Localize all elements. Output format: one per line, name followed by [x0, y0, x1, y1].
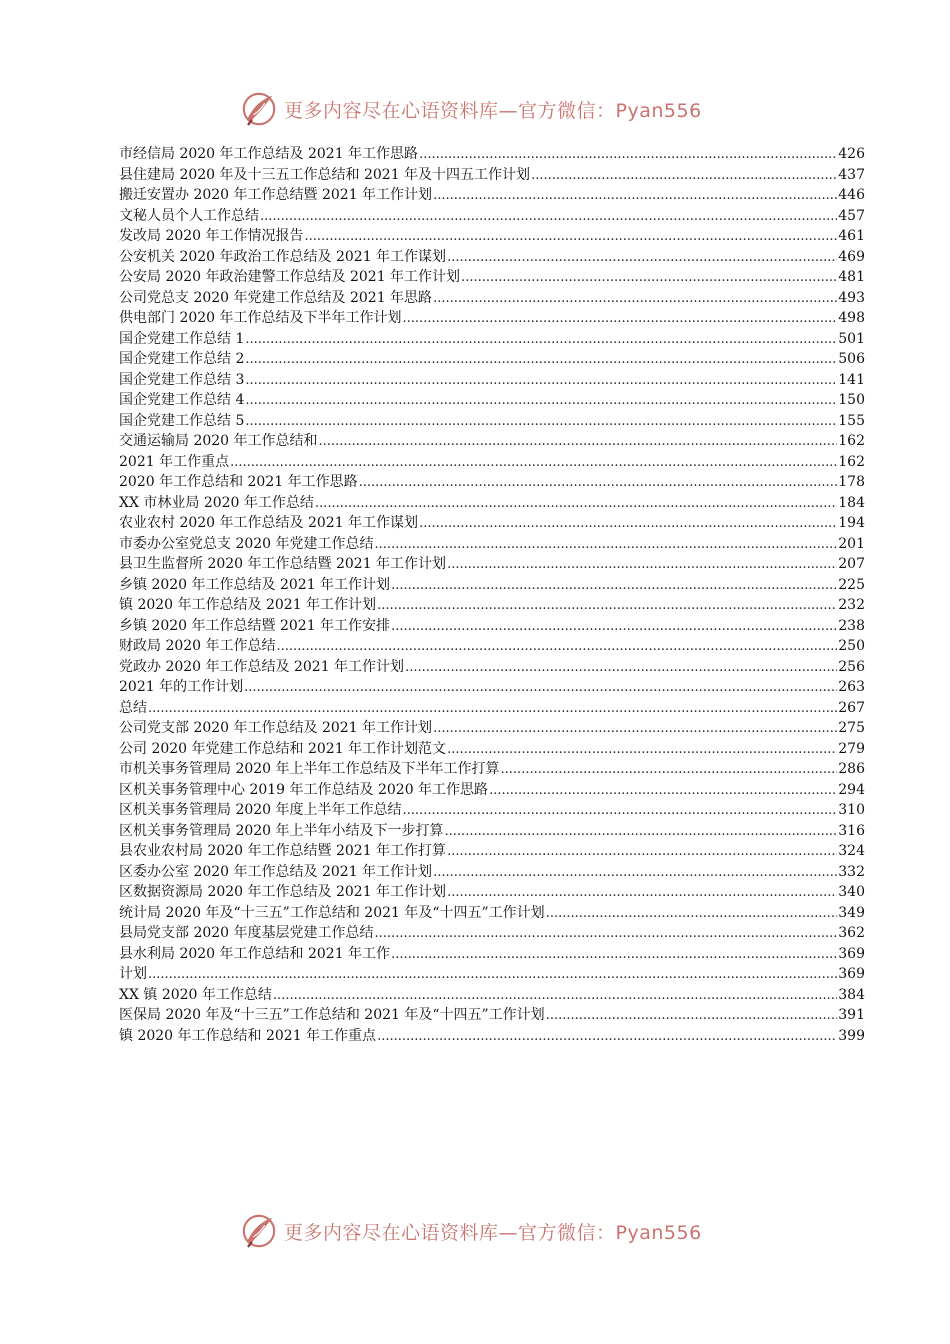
- banner-text: 更多内容尽在心语资料库—官方微信：Pyan556: [284, 1221, 702, 1244]
- toc-entry-title: 公司 2020 年党建工作总结和 2021 年工作计划范文: [119, 740, 447, 757]
- dot-leader: [375, 924, 838, 945]
- toc-entry-title: 市机关事务管理局 2020 年上半年工作总结及下半年工作打算: [119, 761, 500, 777]
- footer-banner: [240, 1211, 740, 1251]
- dot-leader: [501, 760, 838, 781]
- toc-entry[interactable]: [119, 349, 865, 370]
- toc-entry[interactable]: [119, 267, 865, 288]
- toc-entry[interactable]: [119, 985, 865, 1006]
- dot-leader: [245, 330, 837, 351]
- toc-entry[interactable]: [119, 841, 865, 862]
- toc-entry[interactable]: [119, 452, 865, 473]
- dot-leader: [315, 494, 837, 515]
- toc-entry[interactable]: [119, 226, 865, 247]
- toc-entry[interactable]: [119, 821, 865, 842]
- toc-entry-title: 镇 2020 年工作总结及 2021 年工作计划: [119, 597, 377, 613]
- dot-leader: [461, 268, 837, 289]
- dot-leader: [230, 453, 837, 474]
- dot-leader: [148, 699, 837, 720]
- toc-entry[interactable]: [119, 513, 865, 534]
- toc-entry-page: 369: [838, 945, 865, 962]
- toc-entry-page: 399: [838, 1027, 865, 1044]
- toc-entry-title: 2021 年的工作计划: [119, 679, 244, 695]
- toc-entry[interactable]: [119, 636, 865, 657]
- dot-leader: [377, 1027, 837, 1048]
- toc-entry-title: XX 市林业局 2020 年工作总结: [119, 494, 314, 511]
- dot-leader: [403, 801, 838, 822]
- toc-entry-page: 286: [838, 761, 865, 777]
- dot-leader: [305, 227, 838, 248]
- toc-entry[interactable]: [119, 780, 865, 801]
- toc-entry-page: 332: [838, 863, 865, 880]
- toc-entry[interactable]: [119, 493, 865, 514]
- toc-entry-page: 384: [838, 986, 865, 1003]
- dot-leader: [148, 965, 837, 986]
- toc-entry[interactable]: [119, 472, 865, 493]
- toc-entry-page: 256: [838, 658, 865, 675]
- toc-entry-page: 294: [838, 781, 865, 798]
- pen-brush-logo-icon: [240, 90, 278, 128]
- toc-entry[interactable]: [119, 534, 865, 555]
- toc-entry-page: 457: [838, 207, 865, 224]
- toc-entry-page: 324: [838, 843, 865, 859]
- toc-entry-title: 镇 2020 年工作总结和 2021 年工作重点: [119, 1027, 377, 1044]
- toc-entry[interactable]: [119, 411, 865, 432]
- toc-entry-page: 263: [838, 679, 865, 695]
- toc-entry[interactable]: [119, 759, 865, 780]
- toc-entry-page: 267: [838, 699, 865, 716]
- toc-entry[interactable]: [119, 903, 865, 924]
- dot-leader: [405, 658, 837, 679]
- dot-leader: [375, 535, 838, 556]
- table-of-contents: [119, 144, 865, 1046]
- dot-leader: [531, 166, 837, 187]
- dot-leader: [273, 986, 837, 1007]
- dot-leader: [244, 678, 837, 699]
- toc-entry-page: 461: [838, 228, 865, 244]
- toc-entry-page: 369: [838, 966, 865, 982]
- toc-entry-title: 国企党建工作总结 4: [119, 392, 245, 408]
- dot-leader: [245, 391, 837, 412]
- toc-entry[interactable]: [119, 739, 865, 760]
- toc-entry-title: 国企党建工作总结 1: [119, 330, 245, 347]
- dot-leader: [447, 842, 837, 863]
- toc-entry-title: 县局党支部 2020 年度基层党建工作总结: [119, 925, 374, 941]
- toc-entry-page: 316: [838, 822, 865, 839]
- toc-entry-page: 141: [838, 371, 865, 388]
- toc-entry-title: 市经信局 2020 年工作总结及 2021 年工作思路: [119, 146, 419, 162]
- toc-entry-title: 供电部门 2020 年工作总结及下半年工作计划: [119, 310, 402, 326]
- dot-leader: [245, 350, 837, 371]
- toc-entry[interactable]: [119, 370, 865, 391]
- toc-entry[interactable]: [119, 165, 865, 186]
- toc-entry[interactable]: [119, 144, 865, 165]
- dot-leader: [433, 186, 837, 207]
- toc-entry-title: 2020 年工作总结和 2021 年工作思路: [119, 474, 358, 490]
- dot-leader: [433, 719, 837, 740]
- dot-leader: [245, 371, 837, 392]
- toc-entry[interactable]: [119, 698, 865, 719]
- toc-entry-title: XX 镇 2020 年工作总结: [119, 986, 272, 1003]
- toc-entry-title: 区机关事务管理局 2020 年度上半年工作总结: [119, 802, 402, 818]
- dot-leader: [391, 617, 837, 638]
- toc-entry-title: 区机关事务管理局 2020 年上半年小结及下一步打算: [119, 822, 444, 839]
- toc-entry-page: 279: [838, 740, 865, 757]
- toc-entry-page: 362: [838, 925, 865, 941]
- toc-entry-title: 党政办 2020 年工作总结及 2021 年工作计划: [119, 658, 405, 675]
- toc-entry[interactable]: [119, 1005, 865, 1026]
- toc-entry-page: 155: [838, 412, 865, 429]
- toc-entry[interactable]: [119, 1026, 865, 1047]
- toc-entry-page: 178: [838, 474, 865, 490]
- toc-entry-title: 乡镇 2020 年工作总结暨 2021 年工作安排: [119, 617, 391, 634]
- toc-entry-page: 446: [838, 187, 865, 203]
- toc-entry-title: 县卫生监督所 2020 年工作总结暨 2021 年工作计划: [119, 556, 447, 572]
- toc-entry[interactable]: [119, 800, 865, 821]
- toc-entry-page: 469: [838, 248, 865, 265]
- toc-entry-title: 公安局 2020 年政治建警工作总结及 2021 年工作计划: [119, 269, 461, 285]
- toc-entry-title: 区机关事务管理中心 2019 年工作总结及 2020 年工作思路: [119, 781, 489, 798]
- toc-entry-page: 238: [838, 617, 865, 634]
- banner-text: 更多内容尽在心语资料库—官方微信：Pyan556: [284, 99, 702, 122]
- toc-entry-page: 225: [838, 576, 865, 593]
- toc-entry-page: 201: [838, 535, 865, 552]
- dot-leader: [377, 596, 837, 617]
- toc-entry[interactable]: [119, 329, 865, 350]
- toc-entry-title: 公安机关 2020 年政治工作总结及 2021 年工作谋划: [119, 248, 447, 265]
- toc-entry[interactable]: [119, 431, 865, 452]
- toc-entry-page: 150: [838, 392, 865, 408]
- toc-entry-title: 区委办公室 2020 年工作总结及 2021 年工作计划: [119, 863, 433, 880]
- toc-entry-title: 国企党建工作总结 3: [119, 371, 245, 388]
- toc-entry-title: 县农业农村局 2020 年工作总结暨 2021 年工作打算: [119, 843, 447, 859]
- toc-entry-page: 232: [838, 597, 865, 613]
- toc-entry-title: 县住建局 2020 年及十三五工作总结和 2021 年及十四五工作计划: [119, 166, 531, 183]
- toc-entry-page: 437: [838, 166, 865, 183]
- toc-entry-title: 财政局 2020 年工作总结: [119, 638, 276, 654]
- toc-entry[interactable]: [119, 677, 865, 698]
- toc-entry[interactable]: [119, 554, 865, 575]
- toc-entry-title: 统计局 2020 年及“十三五”工作总结和 2021 年及“十四五”工作计划: [119, 904, 545, 921]
- toc-entry-title: 国企党建工作总结 5: [119, 412, 245, 429]
- toc-entry[interactable]: [119, 657, 865, 678]
- toc-entry-page: 250: [838, 638, 865, 654]
- dot-leader: [447, 883, 837, 904]
- toc-entry[interactable]: [119, 862, 865, 883]
- toc-entry-title: 公司党支部 2020 年工作总结及 2021 年工作计划: [119, 720, 433, 736]
- dot-leader: [433, 863, 837, 884]
- toc-entry-page: 184: [838, 494, 865, 511]
- dot-leader: [546, 904, 838, 925]
- toc-entry-page: 162: [838, 433, 865, 449]
- toc-entry-page: 349: [838, 904, 865, 921]
- toc-entry[interactable]: [119, 206, 865, 227]
- toc-entry-page: 506: [838, 351, 865, 367]
- toc-entry-title: 总结: [119, 699, 147, 716]
- toc-entry[interactable]: [119, 964, 865, 985]
- dot-leader: [445, 822, 838, 843]
- dot-leader: [433, 289, 837, 310]
- toc-entry[interactable]: [119, 185, 865, 206]
- toc-entry-title: 发改局 2020 年工作情况报告: [119, 228, 304, 244]
- header-banner: [240, 89, 740, 129]
- dot-leader: [403, 309, 838, 330]
- dot-leader: [447, 248, 837, 269]
- toc-entry-page: 194: [838, 515, 865, 531]
- dot-leader: [319, 432, 838, 453]
- dot-leader: [260, 207, 837, 228]
- toc-entry-title: 搬迁安置办 2020 年工作总结暨 2021 年工作计划: [119, 187, 433, 203]
- toc-entry-title: 公司党总支 2020 年党建工作总结及 2021 年思路: [119, 289, 433, 306]
- toc-entry-page: 498: [838, 310, 865, 326]
- toc-entry-title: 医保局 2020 年及“十三五”工作总结和 2021 年及“十四五”工作计划: [119, 1007, 545, 1023]
- toc-entry-title: 市委办公室党总支 2020 年党建工作总结: [119, 535, 374, 552]
- dot-leader: [447, 740, 837, 761]
- dot-leader: [245, 412, 837, 433]
- toc-entry-title: 区数据资源局 2020 年工作总结及 2021 年工作计划: [119, 884, 447, 900]
- toc-entry-page: 162: [838, 453, 865, 470]
- toc-entry-page: 391: [838, 1007, 865, 1023]
- dot-leader: [359, 473, 838, 494]
- toc-entry-title: 计划: [119, 966, 147, 982]
- toc-entry-title: 文秘人员个人工作总结: [119, 207, 259, 224]
- toc-entry-title: 交通运输局 2020 年工作总结和: [119, 433, 318, 449]
- dot-leader: [277, 637, 838, 658]
- toc-entry-page: 426: [838, 146, 865, 162]
- toc-entry[interactable]: [119, 288, 865, 309]
- toc-entry-title: 2021 年工作重点: [119, 453, 230, 470]
- toc-entry-page: 340: [838, 884, 865, 900]
- dot-leader: [419, 514, 837, 535]
- dot-leader: [546, 1006, 838, 1027]
- toc-entry[interactable]: [119, 308, 865, 329]
- toc-entry-page: 501: [838, 330, 865, 347]
- toc-entry[interactable]: [119, 390, 865, 411]
- toc-entry-page: 310: [838, 802, 865, 818]
- toc-entry-page: 493: [838, 289, 865, 306]
- toc-entry-page: 207: [838, 556, 865, 572]
- dot-leader: [391, 945, 837, 966]
- toc-entry-title: 国企党建工作总结 2: [119, 351, 245, 367]
- toc-entry[interactable]: [119, 718, 865, 739]
- dot-leader: [391, 576, 837, 597]
- toc-entry-title: 农业农村 2020 年工作总结及 2021 年工作谋划: [119, 515, 419, 531]
- dot-leader: [419, 145, 837, 166]
- dot-leader: [489, 781, 837, 802]
- toc-entry[interactable]: [119, 923, 865, 944]
- toc-entry[interactable]: [119, 944, 865, 965]
- toc-entry[interactable]: [119, 247, 865, 268]
- toc-entry-page: 481: [838, 269, 865, 285]
- toc-entry[interactable]: [119, 616, 865, 637]
- pen-brush-logo-icon: [240, 1212, 278, 1250]
- toc-entry[interactable]: [119, 575, 865, 596]
- toc-entry-title: 县水利局 2020 年工作总结和 2021 年工作: [119, 945, 391, 962]
- toc-entry-title: 乡镇 2020 年工作总结及 2021 年工作计划: [119, 576, 391, 593]
- toc-entry-page: 275: [838, 720, 865, 736]
- toc-entry[interactable]: [119, 595, 865, 616]
- dot-leader: [447, 555, 837, 576]
- toc-entry[interactable]: [119, 882, 865, 903]
